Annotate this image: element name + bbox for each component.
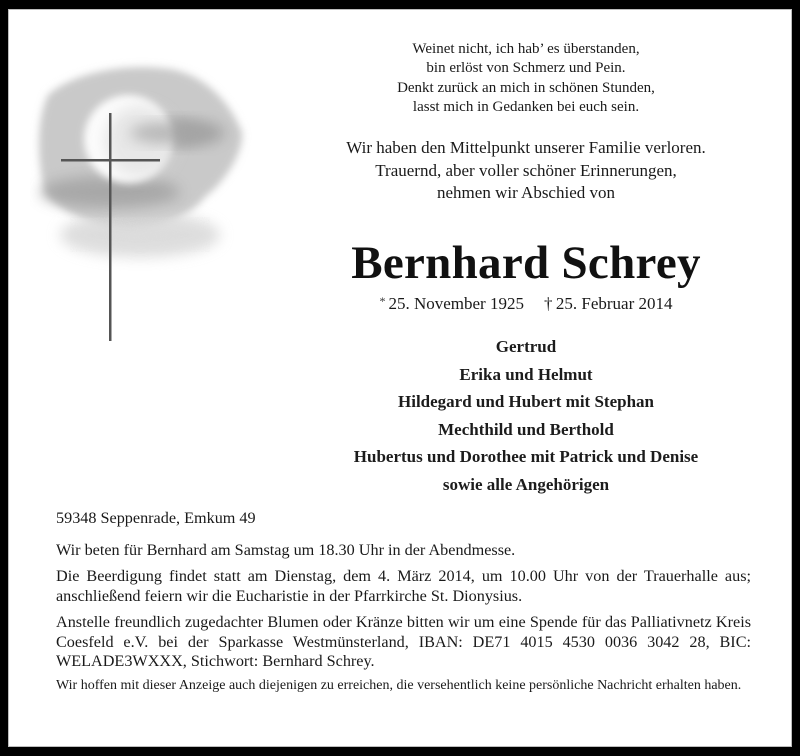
funeral-paragraph: Die Beerdigung findet statt am Dienstag, dem 4. März 2014, um 10.00 Uhr von der Trauerhalle aus; anschließend feiern wir die Eucharistie in der Pfarrkirche St. Dionysius.	[56, 567, 751, 605]
poem-line: lasst mich in Gedanken bei euch sein.	[412, 98, 640, 115]
intro-line: Wir haben den Mittelpunkt unserer Familie verloren.	[346, 138, 706, 157]
prayer-paragraph: Wir beten für Bernhard am Samstag um 18.30 Uhr in der Abendmesse.	[56, 541, 516, 559]
obituary-notice	[8, 9, 792, 747]
mourner: Gertrud	[495, 337, 557, 356]
death-date: 25. Februar 2014	[555, 294, 673, 313]
deceased-name: Bernhard Schrey	[351, 237, 701, 289]
donation-paragraph: Anstelle freundlich zugedachter Blumen oder Kränze bitten wir um eine Spende für das Palliativnetz Kreis Coesfeld e.V. bei der Sparkasse Westmünsterland, IBAN: DE71 4015 4530 0036 3042 28, BIC: WELADE3WXXX, Stichwort: Bernhard Schrey.	[56, 613, 751, 670]
birth-star-icon: *	[379, 294, 386, 308]
mourner: Erika und Helmut	[459, 364, 593, 384]
intro-line: Trauernd, aber voller schöner Erinnerungen,	[375, 161, 677, 180]
birth-date: 25. November 1925	[388, 294, 524, 313]
poem-line: bin erlöst von Schmerz und Pein.	[426, 60, 626, 77]
mourner: Mechthild und Berthold	[438, 419, 614, 439]
intro-line: nehmen wir Abschied von	[437, 183, 615, 202]
poem-line: Weinet nicht, ich hab’ es überstanden,	[412, 41, 640, 57]
mourner: Hildegard und Hubert mit Stephan	[398, 392, 654, 412]
cross-icon	[30, 57, 260, 347]
poem-line: Denkt zurück an mich in schönen Stunden,	[397, 79, 655, 96]
cross-cloud-graphic	[30, 57, 260, 347]
mourners-list	[268, 333, 784, 499]
notice-paragraph: Wir hoffen mit dieser Anzeige auch diejenigen zu erreichen, die versehentlich keine persönliche Nachricht erhalten haben.	[56, 678, 742, 693]
mourner: sowie alle Angehörigen	[442, 474, 610, 494]
mourner: Hubertus und Dorothee mit Patrick und Denise	[353, 447, 699, 467]
poem	[268, 40, 784, 117]
death-cross-icon: †	[543, 294, 553, 313]
family-address: 59348 Seppenrade, Emkum 49	[56, 509, 256, 527]
intro-text	[268, 137, 784, 204]
life-dates	[268, 290, 784, 315]
